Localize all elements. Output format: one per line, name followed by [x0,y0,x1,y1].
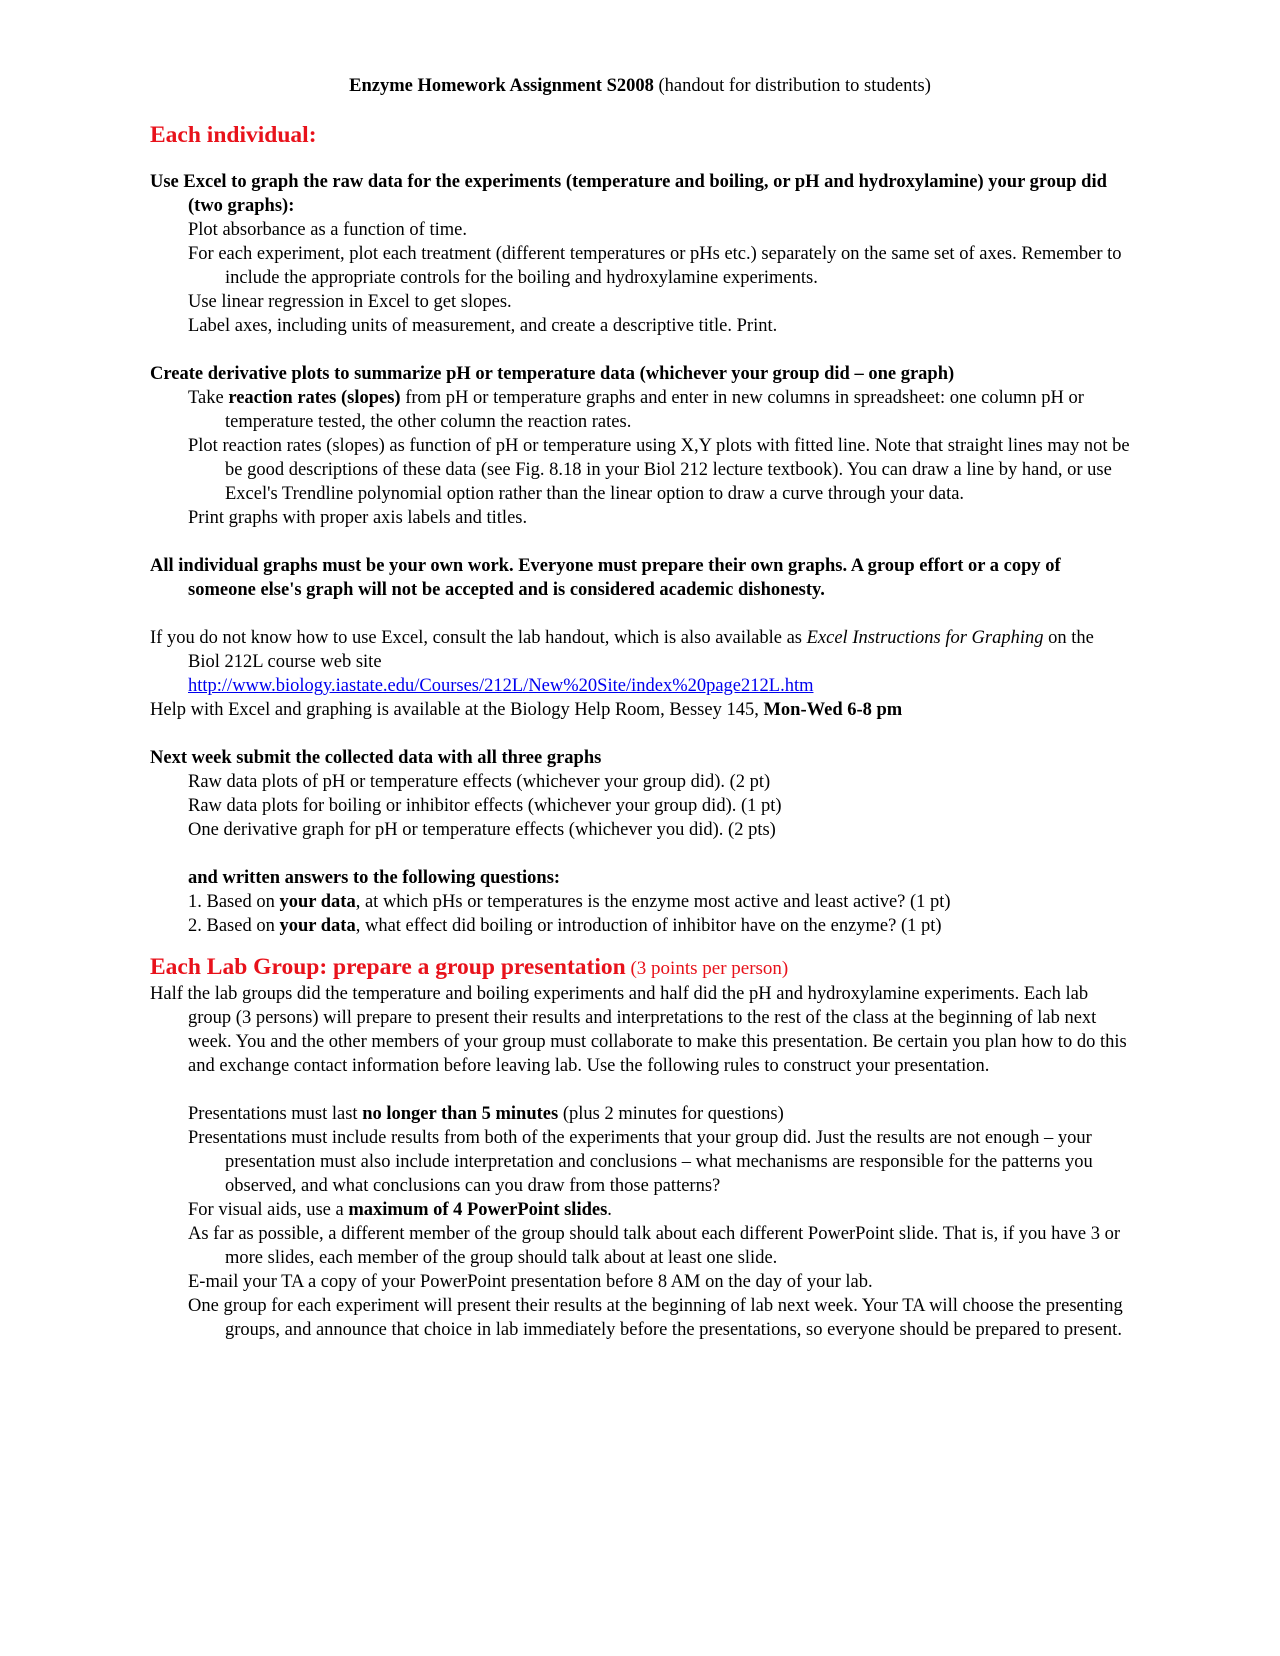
derivative-item: Plot reaction rates (slopes) as function of pH or temperature using X,Y plots with fitted line. Note that straight lines may not be be good descriptions of these data (see Fig. 8.18 in your Biol 212 lecture textbook). You can draw a line by hand, or use Excel's Trendline polynomial option rather than the linear option to draw a curve through your data. [188,436,1130,504]
title-note: (handout for distribution to students) [653,76,931,96]
presentation-rule: Presentations must include results from both of the experiments that your group did. Just the results are not enough – your presentation must also include interpretation and conclusions – what mechanisms are responsible for the patterns you observed, and what conclusions can you draw from those patterns? [188,1128,1093,1196]
presentation-rule: One group for each experiment will present their results at the beginning of lab next week. Your TA will choose the presenting groups, and announce that choice in lab immediately before the presentations, so everyone should be prepared to present. [188,1296,1123,1340]
excel-help-paragraph: If you do not know how to use Excel, consult the lab handout, which is also available as Excel Instructions for Graphing on the Biol 212L course web site http://www.biology.iastate.edu/Courses/212L/New%20Site/index%20page212L.htm [150,628,1094,696]
heading-each-individual: Each individual: [150,122,317,148]
document-page [150,74,1130,1342]
heading-lab-group: Each Lab Group: prepare a group presentation (3 points per person) [150,954,789,980]
excel-item: Plot absorbance as a function of time. [188,220,467,240]
excel-instructions-title: Excel Instructions for Graphing [806,628,1044,648]
group-intro: Half the lab groups did the temperature and boiling experiments and half did the pH and hydroxylamine experiments. Each lab group (3 persons) will prepare to present their results and interpretations to the rest of the class at the beginning of lab next week. You and the other members of your group must collaborate to make this presentation. Be certain you plan how to do this and exchange contact information before leaving lab. Use the following rules to construct your presentation. [150,984,1127,1076]
questions-heading: and written answers to the following questions: [188,868,561,888]
excel-item: For each experiment, plot each treatment (different temperatures or pHs etc.) separately on the same set of axes. Remember to include the appropriate controls for the boiling and hydroxylamine experiments. [188,244,1122,288]
submit-item: Raw data plots for boiling or inhibitor effects (whichever your group did). (1 pt) [188,796,782,816]
presentation-rule: As far as possible, a different member of the group should talk about each different PowerPoint slide. That is, if you have 3 or more slides, each member of the group should talk about at least one slide. [188,1224,1120,1268]
excel-item: Label axes, including units of measurement, and create a descriptive title. Print. [188,316,778,336]
submit-heading: Next week submit the collected data with all three graphs [150,748,602,768]
title-bold: Enzyme Homework Assignment S2008 [349,76,654,96]
derivative-item: Take reaction rates (slopes) from pH or temperature graphs and enter in new columns in spreadsheet: one column pH or temperature tested, the other column the reaction rates. [188,388,1084,432]
question-1: 1. Based on your data, at which pHs or temperatures is the enzyme most active and least active? (1 pt) [188,892,951,912]
presentation-rule: Presentations must last no longer than 5 minutes (plus 2 minutes for questions) [188,1104,784,1124]
submit-item: Raw data plots of pH or temperature effects (whichever your group did). (2 pt) [188,772,771,792]
excel-heading: Use Excel to graph the raw data for the experiments (temperature and boiling, or pH and hydroxylamine) your group did (two graphs): [150,172,1107,216]
derivative-item: Print graphs with proper axis labels and titles. [188,508,528,528]
document-title [150,74,1130,98]
presentation-rule: For visual aids, use a maximum of 4 PowerPoint slides. [188,1200,612,1220]
excel-item: Use linear regression in Excel to get slopes. [188,292,512,312]
help-room-line: Help with Excel and graphing is available at the Biology Help Room, Bessey 145, Mon-Wed 6-8 pm [150,700,903,720]
own-work-warning: All individual graphs must be your own work. Everyone must prepare their own graphs. A group effort or a copy of someone else's graph will not be accepted and is considered academic dishonesty. [150,556,1061,600]
derivative-heading: Create derivative plots to summarize pH or temperature data (whichever your group did – one graph) [150,364,955,384]
presentation-rule: E-mail your TA a copy of your PowerPoint presentation before 8 AM on the day of your lab. [188,1272,873,1292]
course-website-link[interactable]: http://www.biology.iastate.edu/Courses/212L/New%20Site/index%20page212L.htm [188,676,814,696]
question-2: 2. Based on your data, what effect did boiling or introduction of inhibitor have on the enzyme? (1 pt) [188,916,942,936]
submit-item: One derivative graph for pH or temperature effects (whichever you did). (2 pts) [188,820,776,840]
